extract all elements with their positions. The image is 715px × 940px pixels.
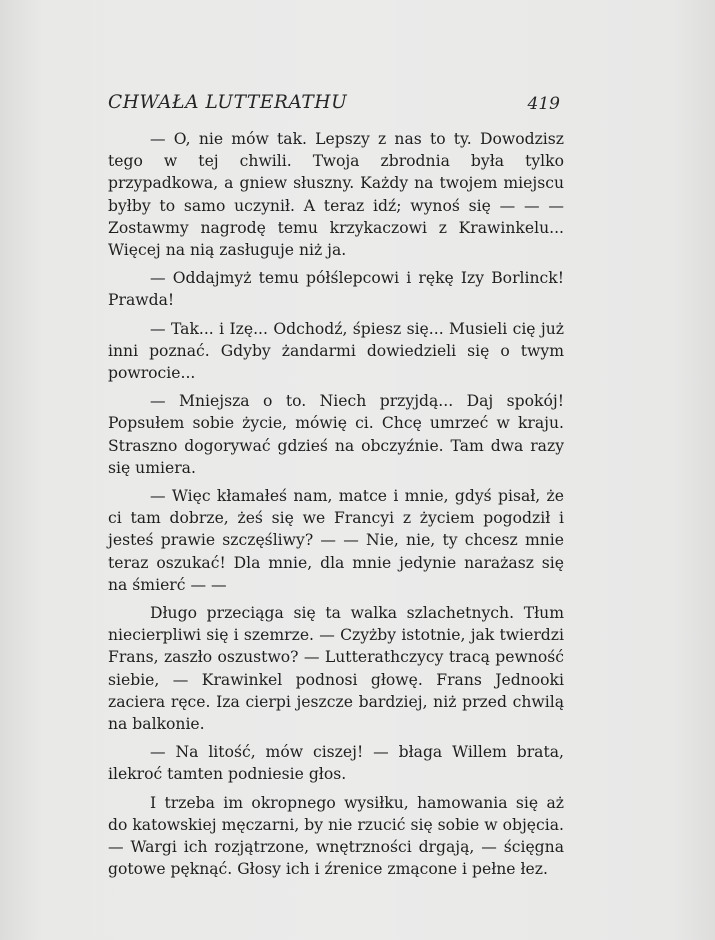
page-header xyxy=(108,92,560,120)
body-text xyxy=(108,128,564,887)
paragraph: — Na litość, mów ciszej! — błaga Willem brata, ilekroć tamten podniesie głos. xyxy=(108,743,564,784)
paragraph: — Mniejsza o to. Niech przyjdą... Daj spokój! Popsułem sobie życie, mówię ci. Chcę umrzeć w kraju. Straszno dogorywać gdzieś na obczyźnie. Tam dwa razy się umiera. xyxy=(108,392,564,477)
paragraph: — Więc kłamałeś nam, matce i mnie, gdyś pisał, że ci tam dobrze, żeś się we Francyi z życiem pogodził i jesteś prawie szczęśliwy? — — Nie, nie, ty chcesz mnie teraz oszukać! Dla mnie, dla mnie jedynie narażasz się na śmierć — — xyxy=(108,487,564,594)
paragraph: — Tak... i Izę... Odchodź, śpiesz się... Musieli cię już inni poznać. Gdyby żandarmi dowiedzieli się o twym powrocie... xyxy=(108,319,564,383)
paragraph: Długo przeciąga się ta walka szlachetnych. Tłum niecierpliwi się i szemrze. — Czyżby istotnie, jak twierdzi Frans, zaszło oszustwo? — Lutterathczycy tracą pewność siebie, — Krawinkel podnosi głowę. Frans Jednooki zaciera ręce. Iza cierpi jeszcze bardziej, niż przed chwilą na balkonie. xyxy=(108,604,564,734)
paragraph: — O, nie mów tak. Lepszy z nas to ty. Dowodzisz tego w tej chwili. Twoja zbrodnia była tylko przypadkowa, a gniew słuszny. Każdy na twojem miejscu byłby to samo uczynił. A teraz idź; wynoś się — — — Zostawmy nagrodę temu krzykaczowi z Krawinkelu... Więcej na nią zasługuje niż ja. xyxy=(108,130,564,260)
paragraph: I trzeba im okropnego wysiłku, hamowania się aż do katowskiej męczarni, by nie rzucić się sobie w objęcia. — Wargi ich rozjątrzone, wnętrzności drgają, — ścięgna gotowe pęknąć. Głosy ich i źrenice zmącone i pełne łez. xyxy=(108,793,564,879)
page-number: 419 xyxy=(527,94,560,114)
paragraph: — Oddajmyż temu półślepcowi i rękę Izy Borlinck! Prawda! xyxy=(108,269,564,310)
running-title: CHWAŁA LUTTERATHU xyxy=(108,92,348,113)
